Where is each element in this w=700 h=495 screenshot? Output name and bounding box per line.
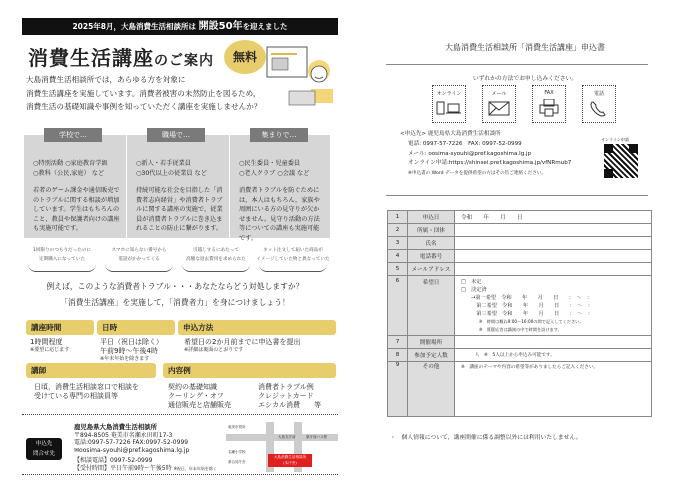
form-title: 大島消費生活相談所「消費生活講座」申込書 [445,43,605,52]
card-item: ○教科（公民,家庭） など [33,169,105,177]
method-online [432,85,466,123]
org-name: 鹿児島県大島消費生活相談所 [74,423,158,431]
decided-checkbox[interactable]: □ 決定済 [461,286,487,293]
first-choice[interactable]: →第一希望 令和 年 月 日 ： ～ ： [471,294,593,301]
time-text: 1時間程度 [30,338,63,346]
method-label: メール [491,91,507,97]
example-line: 高額な退去費用を求められた [186,257,246,262]
map-label: 県庁前バス停 [306,435,327,439]
call-to-action: 「消費生活講座」を実施して，「消費者力」を身につけましょう！ [60,298,290,307]
card-item: ○特別活動 ○家庭教育学級 [33,160,108,167]
lecturer-label: 講師 [26,363,156,378]
anniversary-banner [22,18,338,35]
devices-icon [436,100,462,116]
example-line: 引越しするにあたって [193,248,239,253]
row-label: 参加予定人数 [408,349,455,362]
form-row [388,276,652,336]
row-number: 7 [388,336,408,349]
row-label: 電話番号 [408,250,455,263]
application-form-page [350,0,700,495]
method-label: オンライン [436,91,462,97]
date-label: 日時 [97,320,175,335]
organization-field[interactable] [455,224,652,237]
method-phone [582,85,616,123]
online-url-link[interactable]: オンライン申請:https://shinsei.pref.kagoshima.jp/vfNRmub7 [408,160,572,167]
card-item: ○30代以上の従業員 など [136,169,207,177]
audience-cards [24,125,330,242]
intro-line-1: 大島消費生活相談所では，あらゆる方を対象に [26,75,186,84]
divider [386,195,648,196]
map-destination [268,454,312,467]
qr-label: オンライン申請 [601,137,629,142]
method-fax [532,85,566,123]
card-workplace [127,131,229,238]
word-note: ※申込書の Word データを提供希望の方はその旨ご連絡ください。 [408,171,547,177]
method-label: FAX [544,90,554,96]
venue-field[interactable] [455,336,652,349]
fax-icon [538,99,560,117]
other-field[interactable]: ※ 講座のテーマや内容の希望等がありましたらご記入ください。 [455,362,652,417]
content-item: エシカル消費 等 [258,401,321,409]
map-label: 大島支庁前 [278,435,296,439]
name-field[interactable] [455,237,652,250]
date-text: 平日（祝日は除く） [100,338,163,346]
divider [386,64,648,65]
example-line: 定期購入になっていた [39,257,85,262]
form-row [388,263,652,276]
phone-icon [589,100,609,118]
content-item: 消費者トラブル例 [258,383,314,391]
content-col-1 [168,383,231,410]
time-note: ※要望に応じます [30,347,70,353]
trouble-example [255,246,331,272]
lecturer-text: 日頃，消費生活相談窓口で相談を [34,383,139,391]
card-desc: 消費者トラブルを防ぐためには，本人はもちろん，家族や周囲にいる方の見守りが欠かせません。見守り活動の方法等についての講座も実施可能です。 [239,187,320,242]
banner-text: 2025年8月，大島消費生活相談所は [72,22,199,31]
card-header: 学校で… [44,128,102,142]
form-row [388,362,652,417]
question-text: 例えば，このような消費者トラブル・・・あなたならどう対処しますか？ [46,282,304,291]
trouble-example [24,246,100,272]
apply-note: ※詳細は裏面のとおりです [184,347,244,353]
card-item: ○民生委員・児童委員 [239,160,301,167]
card-item: ○新人・若手従業員 [136,160,191,167]
card-desc: 若者のゲーム課金や通信販売でのトラブルに関する相談が増加しています。学生はもちろんのこと，教員や保護者向けの講座も実施可能です。 [33,187,120,232]
example-line: ネット注文して届いた商品が [263,248,323,253]
time-info [30,338,69,354]
example-line: イメージしていた物と異なっていた [256,257,330,262]
contact-info [74,424,217,473]
row-label: 開催場所 [408,336,455,349]
email-link[interactable]: ✉oosima-syouhi@pref.kagoshima.lg.jp [74,446,190,454]
card-desc: 持続可能な社会を目指した「消費者志向経営」や消費者トラブルに関する講座の実施で，従業員が消費者トラブルに巻き込まれることの防止に繋がります。 [136,187,223,232]
destination-name: 大島消費生活相談所 [273,455,307,459]
row-number: 8 [388,349,408,362]
row-label: 申込日 [408,211,455,224]
row-label: 所属・団体 [408,224,455,237]
map-label: 県合同庁舎 [228,460,246,464]
privacy-note: ・ 個人情報について，講座開催に係る調整以外には利用いたしません。 [390,435,582,441]
hours: 【受付時間】平日午前9時～午後5時 [74,464,172,472]
map-label: 奄美市役所 [228,425,246,429]
form-row [388,237,652,250]
consult-phone: 【相談電話】0997-52-0999 [74,457,153,465]
trouble-example [101,246,177,272]
destination-sub: (本庁舎) [283,461,297,465]
page-title [28,42,214,71]
row-label: 氏名 [408,237,455,250]
apply-label: 申込方法 [178,320,336,335]
row-number: 3 [388,237,408,250]
phone-fax[interactable]: 電話: 0997-57-7226 FAX: 0997-52-0999 [408,140,522,147]
qr-code-icon[interactable] [604,144,638,178]
form-row [388,250,652,263]
lecturer-info [34,383,139,401]
brace-icon [105,264,173,272]
participants-field[interactable]: 人 ※ 5人以上から申込み可能です。 [455,349,652,362]
brace-icon [28,264,96,272]
application-form [387,210,652,417]
form-row [388,224,652,237]
content-item: 契約の基礎知識 [168,383,217,391]
second-choice[interactable]: 第二希望 令和 年 月 日 ： ～ ： [471,302,593,309]
date-text: 午前9時～午後4時 [100,347,158,355]
brace-icon [259,264,327,272]
third-choice[interactable]: 第三希望 令和 年 月 日 ： ～ ： [471,310,593,317]
example-line: スマホに知らない番号から [111,248,167,253]
row-label: その他 [408,362,455,417]
intro-line-3: 消費生活の基礎知識や事例を知っていただく講座を実施しませんか？ [26,102,262,111]
email-link[interactable]: メール: oosima-syouhi@pref.kagoshima.lg.jp [408,150,532,157]
address: 〒894-8505 奄美市名瀬永田町17-3 [74,431,173,439]
form-row [388,211,652,224]
row-number: 5 [388,263,408,276]
undecided-checkbox[interactable]: □ 未定 [461,278,482,285]
form-row [388,336,652,349]
application-date-field[interactable]: 令和 年 月 日 [455,211,652,224]
divider [22,474,338,475]
preferred-date-field[interactable] [455,276,652,336]
row-number: 6 [388,276,408,336]
phone-fax[interactable]: 電話:0997-57-7226 FAX:0997-52-0999 [74,439,189,447]
row-number: 4 [388,250,408,263]
title-sub: のご案内 [154,53,214,69]
card-school [24,131,126,238]
badge-line: 申込先 [35,441,53,447]
brace-icon [182,264,250,272]
apply-text: 希望日の2か月前までに申込書を提出 [184,338,301,346]
date-info [100,338,163,363]
form-subtitle: いずれかの方法でお申し込みください。 [472,76,578,82]
content-item: クーリング・オフ [168,392,224,400]
row-number: 1 [388,211,408,224]
phone-field[interactable] [455,250,652,263]
destination: <申込先> 鹿児島県大島消費生活相談所 [400,131,501,137]
email-field[interactable] [455,263,652,276]
free-badge: 無料 [224,40,266,74]
lecturer-text: 受けている専門の相談員等 [34,392,118,400]
intro-text [26,73,286,114]
application-info [400,130,571,179]
row-number: 2 [388,224,408,237]
content-item: クレジットカード [258,392,314,400]
apply-info [184,338,300,354]
card-header: 集まりで… [250,128,308,142]
row-number: 9 [388,362,408,417]
content-item: 通信販売と店舗販売 [168,401,231,409]
location-map [226,422,338,472]
divider [22,414,338,415]
intro-line-2: 消費生活講座を実施しています。消費者被害の未然防止を図るため， [26,88,261,98]
form-row [388,349,652,362]
content-label: 内容例 [163,363,336,378]
row-label: メールアドレス [408,263,455,276]
badge-line: 問合せ先 [32,451,55,457]
envelope-icon [488,100,510,116]
time-note: ※ 時間は概ね9:00～16:00の間で記入してください。 [479,318,584,324]
example-line: 電話がかかってくる [118,257,160,262]
hours-note: ※祝日，年末年始を除く [173,465,217,471]
card-gathering [230,131,330,242]
row-label: 希望日 [408,276,455,336]
banner-text-end: を迎えました [242,22,288,31]
banner-highlight: 開設50年 [198,21,243,32]
title-main: 消費生活講座 [28,46,154,70]
method-label: 電話 [593,91,604,97]
trouble-example [178,246,254,272]
date-note: ※年末年始を除きます [100,356,150,362]
qa-note: ※ 質疑応答は講演の中で時間を設けます。 [479,326,562,332]
trouble-examples [24,246,330,276]
method-email [482,85,516,123]
map-label: 名瀬小学校 [228,450,246,454]
content-col-2 [258,383,321,410]
contact-badge [26,438,62,460]
card-item: ○老人クラブ ○会議 など [239,169,310,177]
time-label: 講座時間 [26,320,94,335]
example-line: 1回限りのつもりだったのに [32,248,92,253]
card-header: 職場で… [147,128,205,142]
